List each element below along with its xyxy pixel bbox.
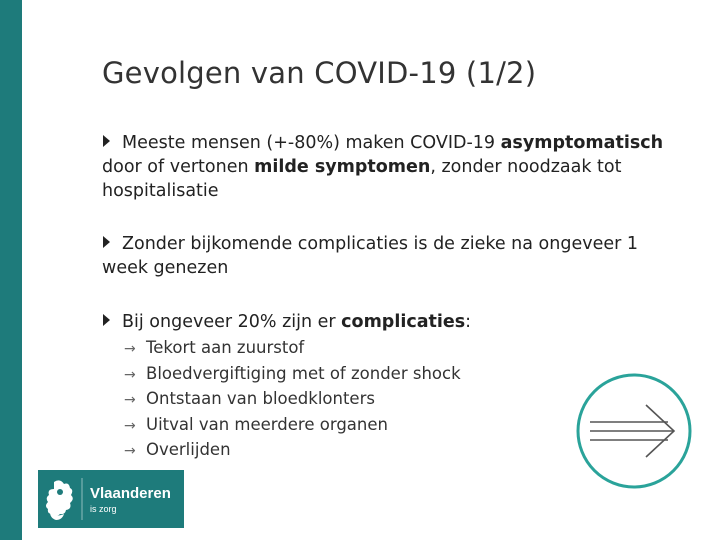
- list-item-label: Uitval van meerdere organen: [146, 414, 388, 434]
- side-accent-band: [0, 0, 22, 540]
- triangle-bullet-icon: [103, 314, 110, 326]
- slide-title: Gevolgen van COVID-19 (1/2): [102, 56, 537, 90]
- bullet-1-post: , zonder noodzaak tot hospitalisatie: [102, 157, 622, 201]
- circle-arrow-right-icon[interactable]: [574, 371, 694, 491]
- bullet-3-pre: Bij ongeveer 20% zijn er: [122, 312, 342, 332]
- bullet-2-text: Zonder bijkomende complicaties is de zieke na ongeveer 1 week genezen: [102, 234, 639, 278]
- logo-tagline: is zorg: [90, 504, 117, 514]
- arrow-right-icon: →: [124, 392, 136, 408]
- arrow-right-icon: →: [124, 341, 136, 357]
- bullet-1-pre: Meeste mensen (+-80%) maken COVID-19: [122, 133, 501, 153]
- list-item: [124, 438, 461, 464]
- logo-name: Vlaanderen: [90, 485, 171, 502]
- bullet-3-bold-complicaties: complicaties: [341, 312, 466, 332]
- triangle-bullet-icon: [103, 135, 110, 147]
- list-item: [124, 387, 461, 413]
- list-item: [124, 413, 461, 439]
- arrow-right-icon: →: [124, 443, 136, 459]
- bullet-recovery: [102, 232, 672, 280]
- list-item-label: Overlijden: [146, 440, 231, 459]
- list-item-label: Ontstaan van bloedklonters: [146, 389, 375, 408]
- complications-list: [124, 336, 461, 464]
- arrow-right-icon: →: [124, 417, 136, 434]
- triangle-bullet-icon: [103, 236, 110, 248]
- bullet-3-post: :: [465, 312, 472, 332]
- bullet-asymptomatic: [102, 131, 672, 203]
- list-item: [124, 336, 461, 362]
- list-item-label: Bloedvergiftiging met of zonder shock: [146, 363, 461, 383]
- bullet-1-bold-milde-symptomen: milde symptomen: [254, 157, 431, 177]
- arrow-right-icon: →: [124, 366, 136, 383]
- logo-text: [90, 485, 171, 515]
- bullet-1-bold-asymptomatisch: asymptomatisch: [500, 133, 664, 153]
- list-item: [124, 362, 461, 388]
- bullet-1-mid: door of vertonen: [102, 157, 255, 177]
- bullet-complications: [102, 310, 672, 334]
- list-item-label: Tekort aan zuurstof: [146, 338, 305, 357]
